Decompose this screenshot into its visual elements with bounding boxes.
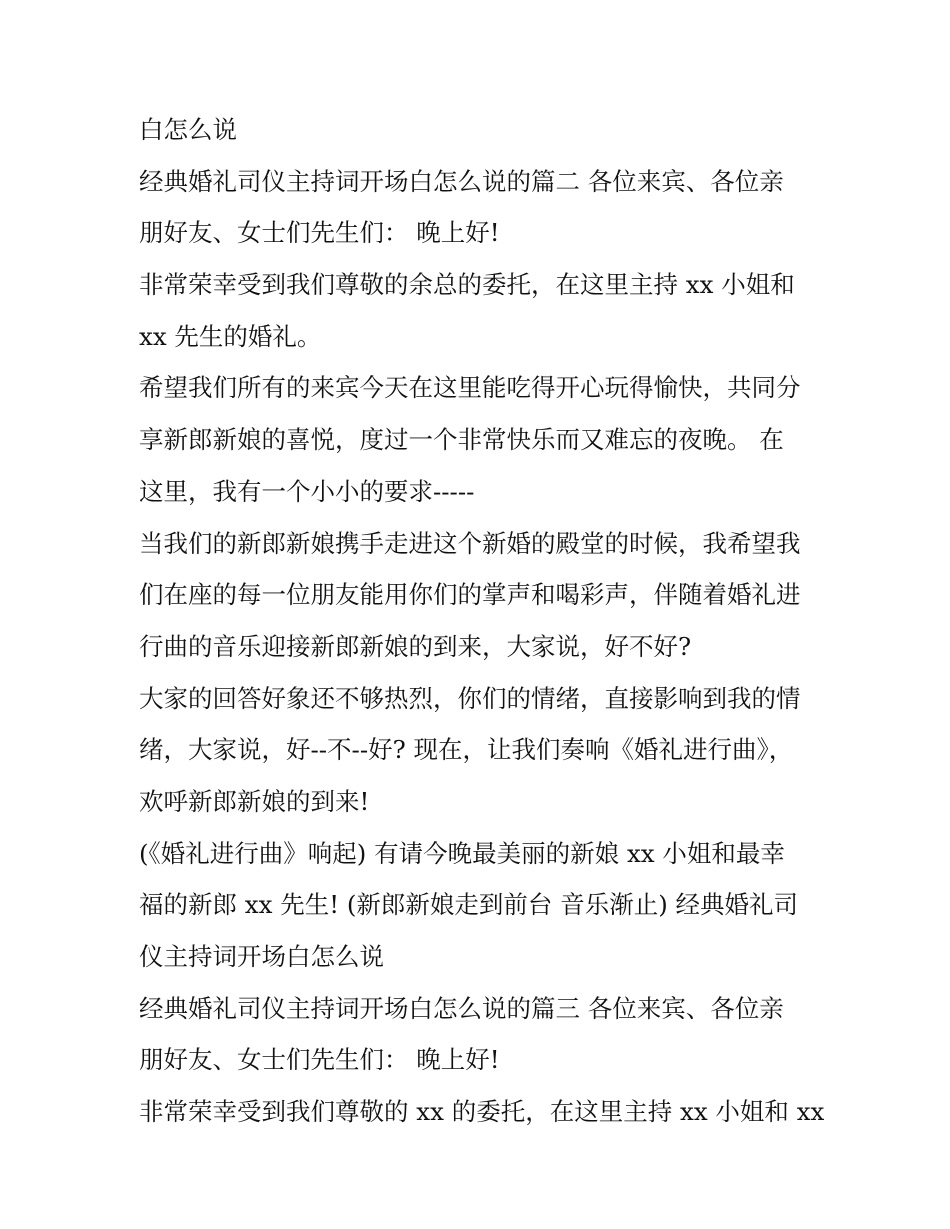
text-line: 白怎么说: [139, 115, 237, 144]
text-line: 大家的回答好象还不够热烈，你们的情绪，直接影响到我的情: [139, 683, 801, 713]
text-line: 福的新郎 xx 先生! (新郎新娘走到前台 音乐渐止) 经典婚礼司: [139, 890, 799, 920]
text-line: 经典婚礼司仪主持词开场白怎么说的篇二 各位来宾、各位亲: [139, 166, 784, 196]
text-line: (《婚礼进行曲》响起) 有请今晚最美丽的新娘 xx 小姐和最幸: [139, 838, 785, 868]
text-line: 朋好友、女士们先生们： 晚上好!: [139, 218, 500, 248]
text-line: 希望我们所有的来宾今天在这里能吃得开心玩得愉快，共同分: [139, 373, 801, 403]
text-line: 享新郎新娘的喜悦，度过一个非常快乐而又难忘的夜晚。 在: [139, 425, 784, 455]
text-line: xx 先生的婚礼。: [139, 321, 322, 351]
text-line: 这里，我有一个小小的要求-----: [139, 476, 475, 506]
text-line: 非常荣幸受到我们尊敬的 xx 的委托，在这里主持 xx 小姐和 xx: [139, 1097, 825, 1127]
document-body: [139, 111, 825, 1145]
text-line: 朋好友、女士们先生们： 晚上好!: [139, 1045, 500, 1075]
text-line: 欢呼新郎新娘的到来!: [139, 786, 370, 816]
text-line: 经典婚礼司仪主持词开场白怎么说的篇三 各位来宾、各位亲: [139, 993, 784, 1023]
text-line: 绪，大家说，好--不--好? 现在，让我们奏响《婚礼进行曲》，: [139, 735, 794, 765]
text-line: 仪主持词开场白怎么说: [139, 942, 384, 971]
text-line: 行曲的音乐迎接新郎新娘的到来，大家说，好不好?: [139, 631, 692, 661]
text-line: 当我们的新郎新娘携手走进这个新婚的殿堂的时候，我希望我: [139, 528, 801, 558]
text-line: 们在座的每一位朋友能用你们的掌声和喝彩声，伴随着婚礼进: [139, 580, 801, 610]
text-line: 非常荣幸受到我们尊敬的余总的委托，在这里主持 xx 小姐和: [139, 270, 795, 300]
